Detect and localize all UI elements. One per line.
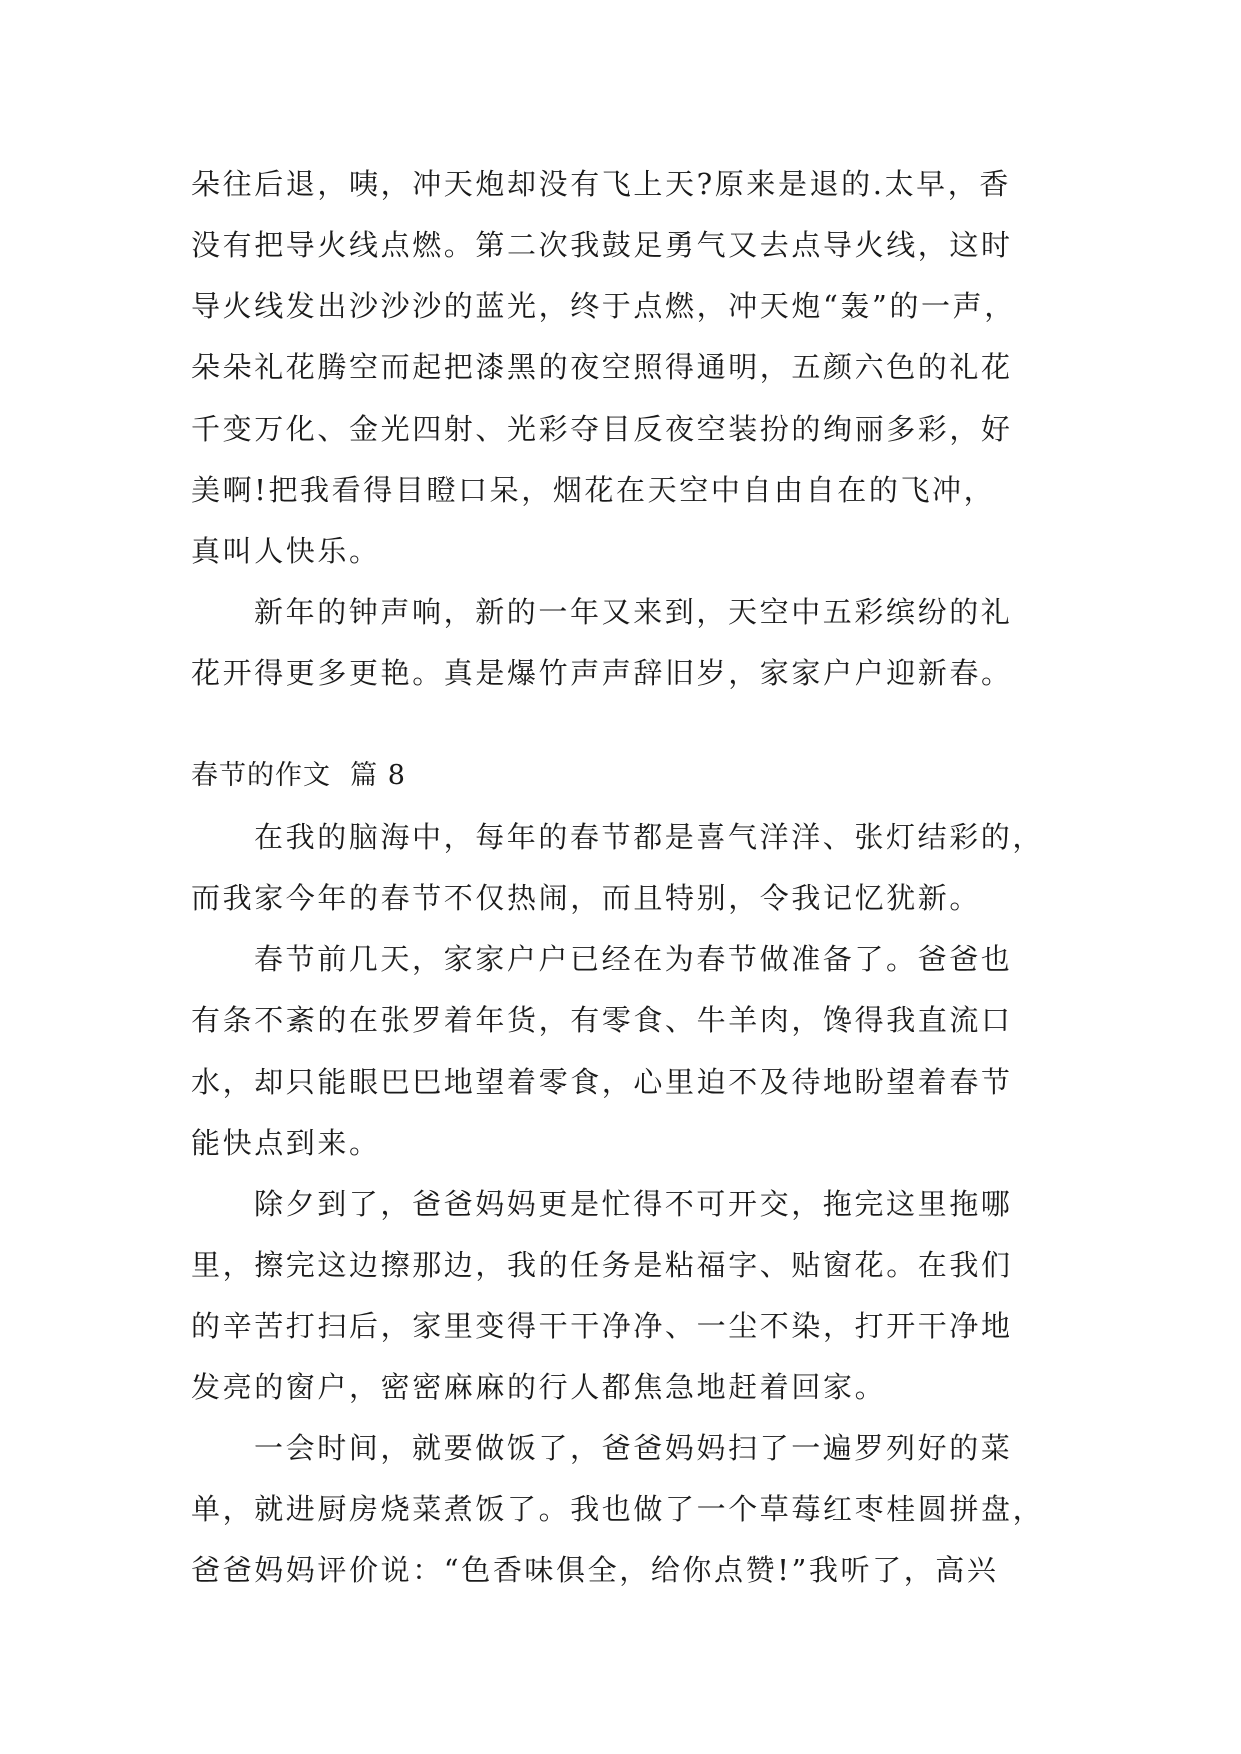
paragraph-first-line: 新年的钟声响，新的一年又来到，天空中五彩缤纷的礼: [254, 595, 1013, 629]
text-line: 里，擦完这边擦那边，我的任务是粘福字、贴窗花。在我们: [191, 1248, 1013, 1282]
text-line: 发亮的窗户，密密麻麻的行人都焦急地赶着回家。: [191, 1370, 887, 1404]
paragraph-first-line: 除夕到了，爸爸妈妈更是忙得不可开交，拖完这里拖哪: [254, 1187, 1013, 1221]
text-line: 真叫人快乐。: [191, 534, 381, 568]
text-line: 朵朵礼花腾空而起把漆黑的夜空照得通明，五颜六色的礼花: [191, 350, 1013, 384]
text-line: 爸爸妈妈评价说：“色香味俱全，给你点赞!”我听了，高兴: [191, 1553, 999, 1587]
text-line: 的辛苦打扫后，家里变得干干净净、一尘不染，打开干净地: [191, 1309, 1013, 1343]
text-line: 能快点到来。: [191, 1126, 381, 1160]
text-line: 花开得更多更艳。真是爆竹声声辞旧岁，家家户户迎新春。: [191, 656, 1013, 690]
text-line: 而我家今年的春节不仅热闹，而且特别，令我记忆犹新。: [191, 881, 982, 915]
text-line: 千变万化、金光四射、光彩夺目反夜空装扮的绚丽多彩，好: [191, 412, 1013, 446]
text-line: 水，却只能眼巴巴地望着零食，心里迫不及待地盼望着春节: [191, 1065, 1013, 1099]
paragraph-first-line: 一会时间，就要做饭了，爸爸妈妈扫了一遍罗列好的菜: [254, 1431, 1013, 1465]
text-line: 导火线发出沙沙沙的蓝光，终于点燃，冲天炮“轰”的一声，: [191, 289, 1016, 323]
paragraph-first-line: 在我的脑海中，每年的春节都是喜气洋洋、张灯结彩的，: [254, 820, 1045, 854]
text-line: 单，就进厨房烧菜煮饭了。我也做了一个草莓红枣桂圆拼盘，: [191, 1492, 1045, 1526]
text-line: 美啊!把我看得目瞪口呆，烟花在天空中自由自在的飞冲，: [191, 473, 996, 507]
text-line: 朵往后退，咦，冲天炮却没有飞上天?原来是退的.太早，香: [191, 167, 1011, 201]
section-heading: 春节的作文 篇 8: [191, 760, 406, 791]
paragraph-first-line: 春节前几天，家家户户已经在为春节做准备了。爸爸也: [254, 942, 1013, 976]
text-line: 有条不紊的在张罗着年货，有零食、牛羊肉，馋得我直流口: [191, 1003, 1013, 1037]
text-line: 没有把导火线点燃。第二次我鼓足勇气又去点导火线，这时: [191, 228, 1013, 262]
